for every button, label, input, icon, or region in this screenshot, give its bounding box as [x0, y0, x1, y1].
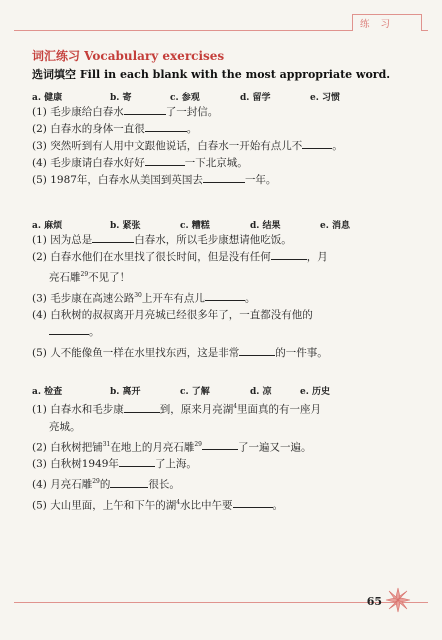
option: a. 麻烦: [32, 221, 63, 231]
sentence: (4) 月亮石雕$^{29}$的 很长。: [32, 478, 180, 491]
sentence: (5) 1987年，白春水从美国到英国去 一年。: [32, 174, 277, 186]
blank[interactable]: [49, 324, 89, 335]
option: d. 留学: [240, 93, 271, 103]
blank[interactable]: [92, 232, 134, 243]
option: d. 凉: [250, 387, 272, 397]
sentence: (1) 毛步康给白春水 了一封信。: [32, 106, 219, 118]
sentence: (2) 白春水他们在水里找了很长时间，但是没有任何 ，月 亮石雕$^{29}$不见了！: [32, 251, 328, 284]
blank[interactable]: [145, 121, 187, 132]
option: c. 糟糕: [180, 221, 210, 231]
blank[interactable]: [119, 456, 155, 467]
section-title: 词汇练习 Vocabulary exercises: [32, 49, 225, 63]
sentence: (1) 因为总是 白春水，所以毛步康想请他吃饭。: [32, 234, 292, 246]
option: c. 参观: [170, 93, 200, 103]
sentence: (5) 人不能像鱼一样在水里找东西，这是非常 的一件事。: [32, 347, 328, 359]
sentence: (3) 毛步康在高速公路$^{30}$上开车有点儿 。: [32, 291, 256, 304]
blank[interactable]: [205, 290, 245, 301]
flower-ornament-icon: [384, 586, 412, 614]
page-number: 65: [366, 595, 382, 608]
option: e. 历史: [300, 387, 330, 397]
sentence: (1) 白春水和毛步康 到，原来月亮湖$^4$里面真的有一座月 亮城。: [32, 403, 322, 433]
option: e. 消息: [320, 221, 350, 231]
blank[interactable]: [124, 104, 166, 115]
option: d. 结果: [250, 221, 281, 231]
sentence: (4) 白秋树的叔叔离开月亮城已经很多年了，一直都没有他的 。: [32, 309, 313, 338]
option: a. 健康: [32, 93, 63, 103]
sentence: (2) 白春水的身体一直很 。: [32, 123, 198, 135]
option: a. 检查: [32, 387, 63, 397]
exercise-group-3: [32, 384, 412, 514]
option: c. 了解: [180, 387, 210, 397]
option: e. 习惯: [310, 93, 340, 103]
word-options: [32, 218, 412, 232]
blank[interactable]: [239, 345, 275, 356]
option: b. 紧张: [110, 221, 141, 231]
blank[interactable]: [302, 138, 332, 149]
blank[interactable]: [110, 477, 148, 488]
blank[interactable]: [124, 402, 160, 413]
blank[interactable]: [203, 172, 245, 183]
header-label: 练 习: [359, 19, 394, 30]
exercise-group-2: [32, 218, 412, 362]
option: b. 离开: [110, 387, 141, 397]
exercise-group-1: [32, 90, 412, 189]
word-options: [32, 90, 412, 104]
option: b. 寄: [110, 93, 132, 103]
sentence: (4) 毛步康请白春水好好 一下北京城。: [32, 157, 248, 169]
blank[interactable]: [233, 497, 273, 508]
blank[interactable]: [202, 439, 238, 450]
sentence: (3) 突然听到有人用中文跟他说话，白春水一开始有点儿不 。: [32, 140, 343, 152]
blank[interactable]: [271, 249, 307, 260]
sentence: (2) 白秋树把铺$^{31}$在地上的月亮石雕$^{29}$ 了一遍又一遍。: [32, 440, 312, 453]
word-options: [32, 384, 412, 398]
sentence: (5) 大山里面，上午和下午的湖$^4$水比中午要 。: [32, 498, 284, 511]
sentence: (3) 白秋树1949年 了上海。: [32, 458, 197, 470]
blank[interactable]: [145, 155, 185, 166]
instruction: 选词填空 Fill in each blank with the most appropriate word.: [32, 68, 391, 81]
